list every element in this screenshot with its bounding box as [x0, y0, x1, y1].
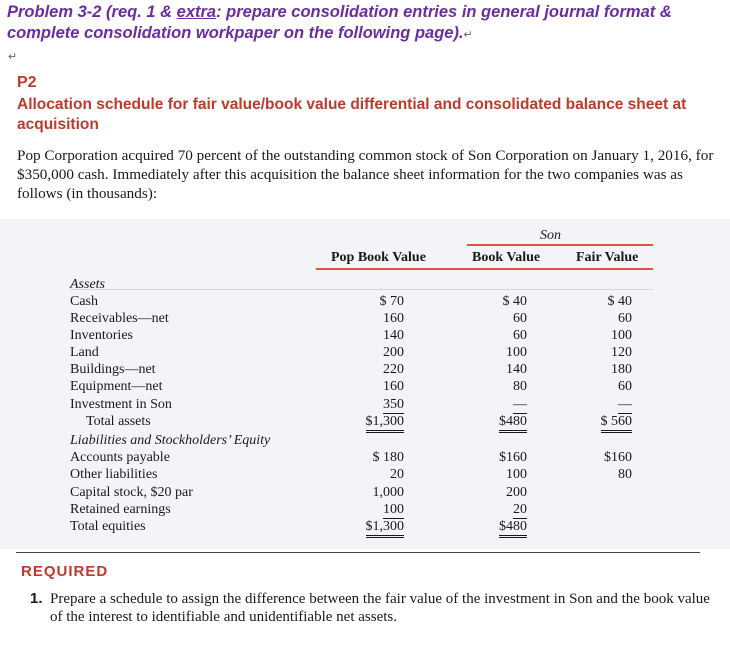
row-label: Buildings—net	[70, 362, 156, 377]
column-header-rule	[316, 268, 653, 270]
row-label: Total equities	[70, 519, 146, 534]
section-divider	[16, 552, 700, 553]
table-cell: 60	[513, 311, 527, 326]
table-cell: 180	[611, 362, 632, 377]
table-cell: $160	[499, 450, 527, 465]
row-label: Accounts payable	[70, 450, 170, 465]
table-cell: $ 40	[607, 294, 632, 309]
table-cell: 1,000	[372, 485, 404, 500]
row-label: Receivables—net	[70, 311, 169, 326]
col-son-fair-value: Fair Value	[576, 250, 639, 265]
table-cell: 200	[506, 485, 527, 500]
problem-title: Allocation schedule for fair value/book value differential and consolidated balance sheet at acquisition	[17, 96, 687, 133]
son-group-label: Son	[540, 228, 561, 243]
table-cell: 100	[506, 345, 527, 360]
table-cell: 80	[618, 467, 632, 482]
row-label: Other liabilities	[70, 467, 158, 482]
table-cell: 200	[383, 345, 404, 360]
table-cell: $160	[604, 450, 632, 465]
header-part2: : prepare consolidation entries in general journal format & complete consolidation workpaper on the following page).	[7, 3, 672, 42]
item-text: Prepare a schedule to assign the difference between the fair value of the investment in Son and the book value of the interest to identifiable and unidentifiable net assets.	[50, 591, 710, 625]
table-cell: 120	[611, 345, 632, 360]
table-cell: 220	[383, 362, 404, 377]
table-cell: 350	[383, 397, 404, 412]
table-cell: 20	[513, 502, 527, 517]
table-cell: 60	[618, 379, 632, 394]
row-label: Investment in Son	[70, 397, 172, 412]
required-heading: REQUIRED	[21, 563, 109, 580]
table-cell: 60	[618, 311, 632, 326]
item-number: 1.	[30, 590, 43, 607]
table-cell: $1,300	[366, 413, 405, 433]
table-cell: 100	[383, 502, 404, 517]
table-gridline	[70, 289, 653, 290]
row-label: Capital stock, $20 par	[70, 485, 193, 500]
son-group-rule	[467, 244, 653, 246]
paragraph-mark-icon: ↵	[463, 29, 473, 41]
row-label: Inventories	[70, 328, 133, 343]
table-cell: $ 560	[601, 413, 633, 433]
table-cell: 80	[513, 379, 527, 394]
problem-header	[7, 2, 723, 46]
assets-heading: Assets	[70, 277, 105, 292]
header-part1: Problem 3-2 (req. 1 &	[7, 3, 177, 21]
required-item-1	[30, 590, 710, 626]
table-cell: 140	[506, 362, 527, 377]
row-label: Total assets	[86, 414, 151, 429]
table-cell: $1,300	[366, 518, 405, 538]
table-cell: $ 70	[379, 294, 404, 309]
header-extra: extra	[176, 3, 217, 21]
table-cell: 160	[383, 379, 404, 394]
row-label: Land	[70, 345, 99, 360]
table-cell: —	[618, 397, 632, 412]
table-cell: $480	[499, 518, 527, 538]
problem-label: P2	[17, 74, 37, 91]
row-label: Retained earnings	[70, 502, 171, 517]
row-label: Liabilities and Stockholders’ Equity	[70, 433, 271, 448]
table-cell: $ 180	[372, 450, 404, 465]
table-cell: 100	[611, 328, 632, 343]
paragraph-mark-icon: ↵	[8, 51, 18, 63]
col-son-book-value: Book Value	[472, 250, 541, 265]
row-label: Cash	[70, 294, 98, 309]
table-cell: $480	[499, 413, 527, 433]
col-pop-book-value: Pop Book Value	[331, 250, 426, 265]
table-cell: —	[513, 397, 527, 412]
table-cell: 160	[383, 311, 404, 326]
row-label: Equipment—net	[70, 379, 163, 394]
intro-paragraph: Pop Corporation acquired 70 percent of the outstanding common stock of Son Corporation on January 1, 2016, for $350,000 cash. Immediately after this acquisition the balance sheet information for the two companies was as follows (in thousands):	[17, 147, 714, 202]
table-cell: 20	[390, 467, 404, 482]
table-cell: 100	[506, 467, 527, 482]
table-cell: $ 40	[502, 294, 527, 309]
table-cell: 140	[383, 328, 404, 343]
table-cell: 60	[513, 328, 527, 343]
